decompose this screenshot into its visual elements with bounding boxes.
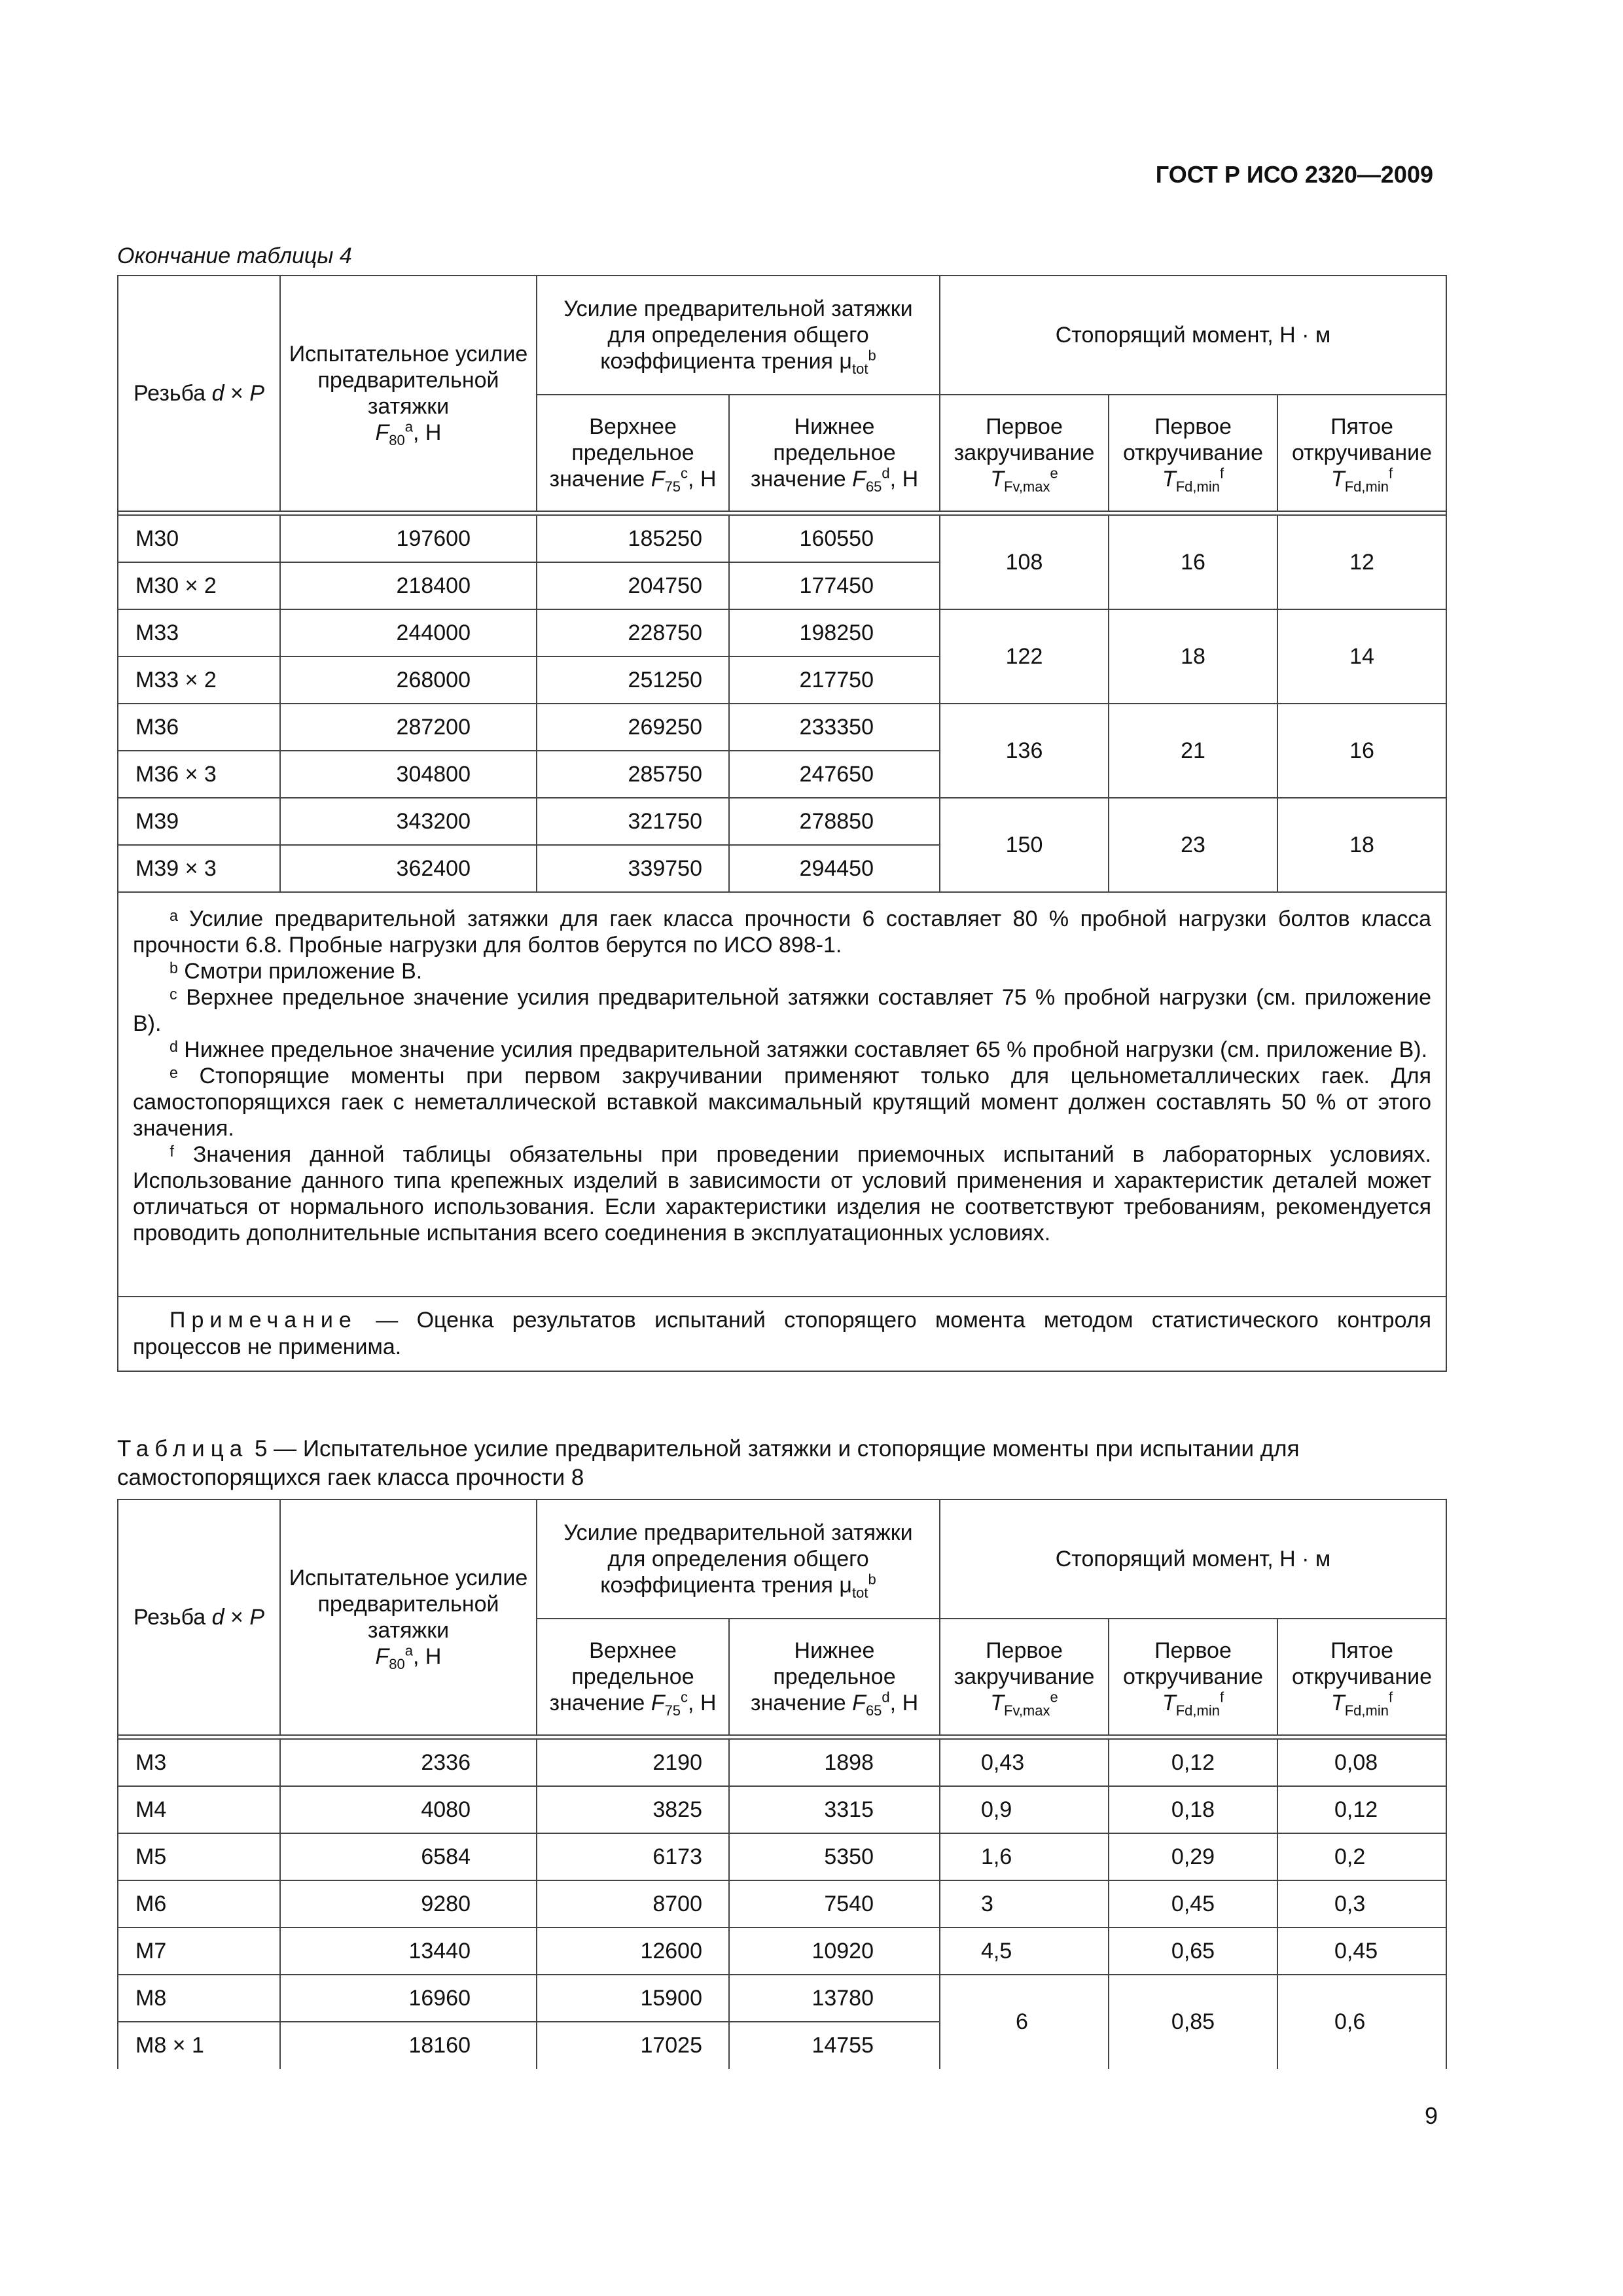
cell-f65: 247650 — [729, 751, 940, 798]
cell-f75: 204750 — [537, 562, 729, 609]
cell-f65: 160550 — [729, 515, 940, 562]
cell-thread: M36 × 3 — [118, 751, 280, 798]
cell-first-off: 0,45 — [1109, 1880, 1277, 1928]
footnote-c: ᶜ Верхнее предельное значение усилия предварительной затяжки составляет 75 % пробной нагрузки (см. приложение В). — [133, 985, 1432, 1036]
cell-f80: 16960 — [280, 1975, 537, 2022]
cell-first-off: 21 — [1109, 704, 1277, 798]
cell-fifth-off: 0,2 — [1277, 1833, 1446, 1880]
header-preload-group: Усилие предварительной затяжки для определения общего коэффициента трения $\mu_{tot}^b$ — [537, 276, 940, 395]
header-preload-group: Усилие предварительной затяжки для определения общего коэффициента трения $\mu_{tot}^b$ — [537, 1499, 940, 1619]
cell-first-on: 0,43 — [940, 1739, 1109, 1786]
remark-text: — Оценка результатов испытаний стопорящего момента методом статистического контроля процессов не применима. — [133, 1308, 1432, 1359]
cell-thread: M33 — [118, 609, 280, 656]
cell-first-on: 6 — [940, 1975, 1109, 2069]
footnote-a: ᵃ Усилие предварительной затяжки для гаек класса прочности 6 составляет 80 % пробной нагрузки болтов класса прочности 6.8. Пробные нагрузки для болтов берутся по ИСО 898-1. — [133, 906, 1432, 958]
header-test-force: Испытательное усилие предварительной затяжки $F_{80}^a$, Н — [280, 276, 537, 511]
table-row — [118, 609, 1446, 656]
table-row — [118, 1739, 1446, 1786]
table-row — [118, 798, 1446, 845]
header-upper: Верхнее предельное значение $F_{75}^c$, Н — [537, 395, 729, 511]
cell-thread: M39 × 3 — [118, 845, 280, 892]
cell-first-off: 16 — [1109, 515, 1277, 609]
header-fifth-off: Пятое откручивание $T_{Fd,min}^f$ — [1277, 1619, 1446, 1735]
cell-first-on: 4,5 — [940, 1928, 1109, 1975]
cell-f80: 9280 — [280, 1880, 537, 1928]
cell-first-on: 150 — [940, 798, 1109, 892]
cell-f65: 177450 — [729, 562, 940, 609]
cell-fifth-off: 12 — [1277, 515, 1446, 609]
header-first-off: Первое откручивание $T_{Fd,min}^f$ — [1109, 395, 1277, 511]
footnote-b: ᵇ Смотри приложение В. — [169, 959, 423, 984]
table-row — [118, 1928, 1446, 1975]
cell-f75: 339750 — [537, 845, 729, 892]
cell-fifth-off: 18 — [1277, 798, 1446, 892]
cell-f80: 18160 — [280, 2022, 537, 2069]
cell-f75: 3825 — [537, 1786, 729, 1833]
cell-f65: 217750 — [729, 656, 940, 704]
cell-f80: 2336 — [280, 1739, 537, 1786]
footnote-e: ᵉ Стопорящие моменты при первом закручивании применяют только для цельнометаллических гаек. Для самостопорящихся гаек с неметаллической вставкой максимальный крутящий момент должен составлять 50 % от этого значения. — [133, 1064, 1432, 1141]
table-row — [118, 1833, 1446, 1880]
table-row — [118, 1786, 1446, 1833]
header-test-force: Испытательное усилие предварительной затяжки $F_{80}^a$, Н — [280, 1499, 537, 1735]
cell-first-on: 3 — [940, 1880, 1109, 1928]
cell-first-off: 0,12 — [1109, 1739, 1277, 1786]
cell-first-off: 0,29 — [1109, 1833, 1277, 1880]
cell-first-on: 1,6 — [940, 1833, 1109, 1880]
header-lower: Нижнее предельное значение $F_{65}^d$, Н — [729, 1619, 940, 1735]
table-4-footnotes — [118, 892, 1446, 1297]
cell-thread: M7 — [118, 1928, 280, 1975]
remark-label: Примечание — [169, 1308, 357, 1333]
cell-first-on: 108 — [940, 515, 1109, 609]
cell-thread: M3 — [118, 1739, 280, 1786]
cell-f75: 17025 — [537, 2022, 729, 2069]
cell-f75: 185250 — [537, 515, 729, 562]
footnote-d: ᵈ Нижнее предельное значение усилия предварительной затяжки составляет 65 % пробной нагрузки (см. приложение В). — [169, 1037, 1428, 1062]
cell-first-off: 18 — [1109, 609, 1277, 704]
cell-f65: 3315 — [729, 1786, 940, 1833]
cell-first-on: 122 — [940, 609, 1109, 704]
header-thread: Резьба d × P — [118, 276, 280, 511]
cell-f75: 8700 — [537, 1880, 729, 1928]
cell-f65: 13780 — [729, 1975, 940, 2022]
cell-fifth-off: 0,08 — [1277, 1739, 1446, 1786]
cell-fifth-off: 14 — [1277, 609, 1446, 704]
page-number: 9 — [1424, 2102, 1438, 2129]
header-fifth-off: Пятое откручивание $T_{Fd,min}^f$ — [1277, 395, 1446, 511]
cell-thread: M30 — [118, 515, 280, 562]
cell-f75: 12600 — [537, 1928, 729, 1975]
cell-f80: 362400 — [280, 845, 537, 892]
cell-f80: 6584 — [280, 1833, 537, 1880]
cell-f80: 4080 — [280, 1786, 537, 1833]
table-5-title-label: Таблица — [117, 1436, 249, 1462]
cell-f80: 343200 — [280, 798, 537, 845]
cell-f65: 233350 — [729, 704, 940, 751]
cell-first-off: 23 — [1109, 798, 1277, 892]
cell-f80: 287200 — [280, 704, 537, 751]
table-4-remark — [118, 1297, 1446, 1371]
header-first-on: Первое закручивание $T_{Fv,max}^e$ — [940, 1619, 1109, 1735]
cell-f65: 5350 — [729, 1833, 940, 1880]
cell-f75: 2190 — [537, 1739, 729, 1786]
cell-f65: 1898 — [729, 1739, 940, 1786]
cell-thread: M39 — [118, 798, 280, 845]
cell-f80: 268000 — [280, 656, 537, 704]
cell-f75: 285750 — [537, 751, 729, 798]
table-row — [118, 704, 1446, 751]
cell-first-on: 136 — [940, 704, 1109, 798]
cell-thread: M30 × 2 — [118, 562, 280, 609]
cell-f75: 228750 — [537, 609, 729, 656]
header-first-on: Первое закручивание $T_{Fv,max}^e$ — [940, 395, 1109, 511]
cell-f65: 7540 — [729, 1880, 940, 1928]
cell-f75: 251250 — [537, 656, 729, 704]
table-5 — [117, 1499, 1447, 2069]
cell-f65: 10920 — [729, 1928, 940, 1975]
page-header-standard-id: ГОСТ Р ИСО 2320—2009 — [1155, 161, 1433, 188]
table-4 — [117, 275, 1447, 1372]
cell-f65: 14755 — [729, 2022, 940, 2069]
cell-fifth-off: 0,12 — [1277, 1786, 1446, 1833]
cell-f80: 197600 — [280, 515, 537, 562]
cell-fifth-off: 16 — [1277, 704, 1446, 798]
cell-thread: M8 × 1 — [118, 2022, 280, 2069]
table-row — [118, 1975, 1446, 2022]
cell-f65: 198250 — [729, 609, 940, 656]
cell-f65: 278850 — [729, 798, 940, 845]
cell-f75: 15900 — [537, 1975, 729, 2022]
cell-first-off: 0,85 — [1109, 1975, 1277, 2069]
cell-f75: 6173 — [537, 1833, 729, 1880]
cell-thread: M5 — [118, 1833, 280, 1880]
header-torque-group: Стопорящий момент, Н · м — [940, 1499, 1446, 1619]
cell-first-off: 0,65 — [1109, 1928, 1277, 1975]
table-5-title-text: 5 — Испытательное усилие предварительной затяжки и стопорящие моменты при испытании для самостопорящихся гаек класса прочности 8 — [117, 1436, 1300, 1490]
table-4-continuation-caption: Окончание таблицы 4 — [117, 243, 352, 268]
header-thread: Резьба d × P — [118, 1499, 280, 1735]
header-upper: Верхнее предельное значение $F_{75}^c$, Н — [537, 1619, 729, 1735]
cell-f75: 321750 — [537, 798, 729, 845]
cell-f80: 304800 — [280, 751, 537, 798]
cell-fifth-off: 0,45 — [1277, 1928, 1446, 1975]
header-torque-group: Стопорящий момент, Н · м — [940, 276, 1446, 395]
cell-f80: 218400 — [280, 562, 537, 609]
cell-fifth-off: 0,3 — [1277, 1880, 1446, 1928]
table-row — [118, 515, 1446, 562]
cell-thread: M4 — [118, 1786, 280, 1833]
cell-f65: 294450 — [729, 845, 940, 892]
cell-first-on: 0,9 — [940, 1786, 1109, 1833]
cell-thread: M36 — [118, 704, 280, 751]
footnote-f: ᶠ Значения данной таблицы обязательны при проведении приемочных испытаний в лабораторных условиях. Использование данного типа крепежных изделий в зависимости от условий применения и характеристик деталей может отличаться от нормального использования. Если характеристики изделия не соответствуют требованиям, рекомендуется проводить дополнительные испытания всего соединения в эксплуатационных условиях. — [133, 1142, 1432, 1246]
cell-f75: 269250 — [537, 704, 729, 751]
table-row — [118, 1880, 1446, 1928]
cell-thread: M6 — [118, 1880, 280, 1928]
cell-f80: 244000 — [280, 609, 537, 656]
cell-fifth-off: 0,6 — [1277, 1975, 1446, 2069]
table-5-title — [117, 1435, 1446, 1492]
cell-thread: M33 × 2 — [118, 656, 280, 704]
header-lower: Нижнее предельное значение $F_{65}^d$, Н — [729, 395, 940, 511]
cell-first-off: 0,18 — [1109, 1786, 1277, 1833]
cell-f80: 13440 — [280, 1928, 537, 1975]
cell-thread: M8 — [118, 1975, 280, 2022]
header-first-off: Первое откручивание $T_{Fd,min}^f$ — [1109, 1619, 1277, 1735]
